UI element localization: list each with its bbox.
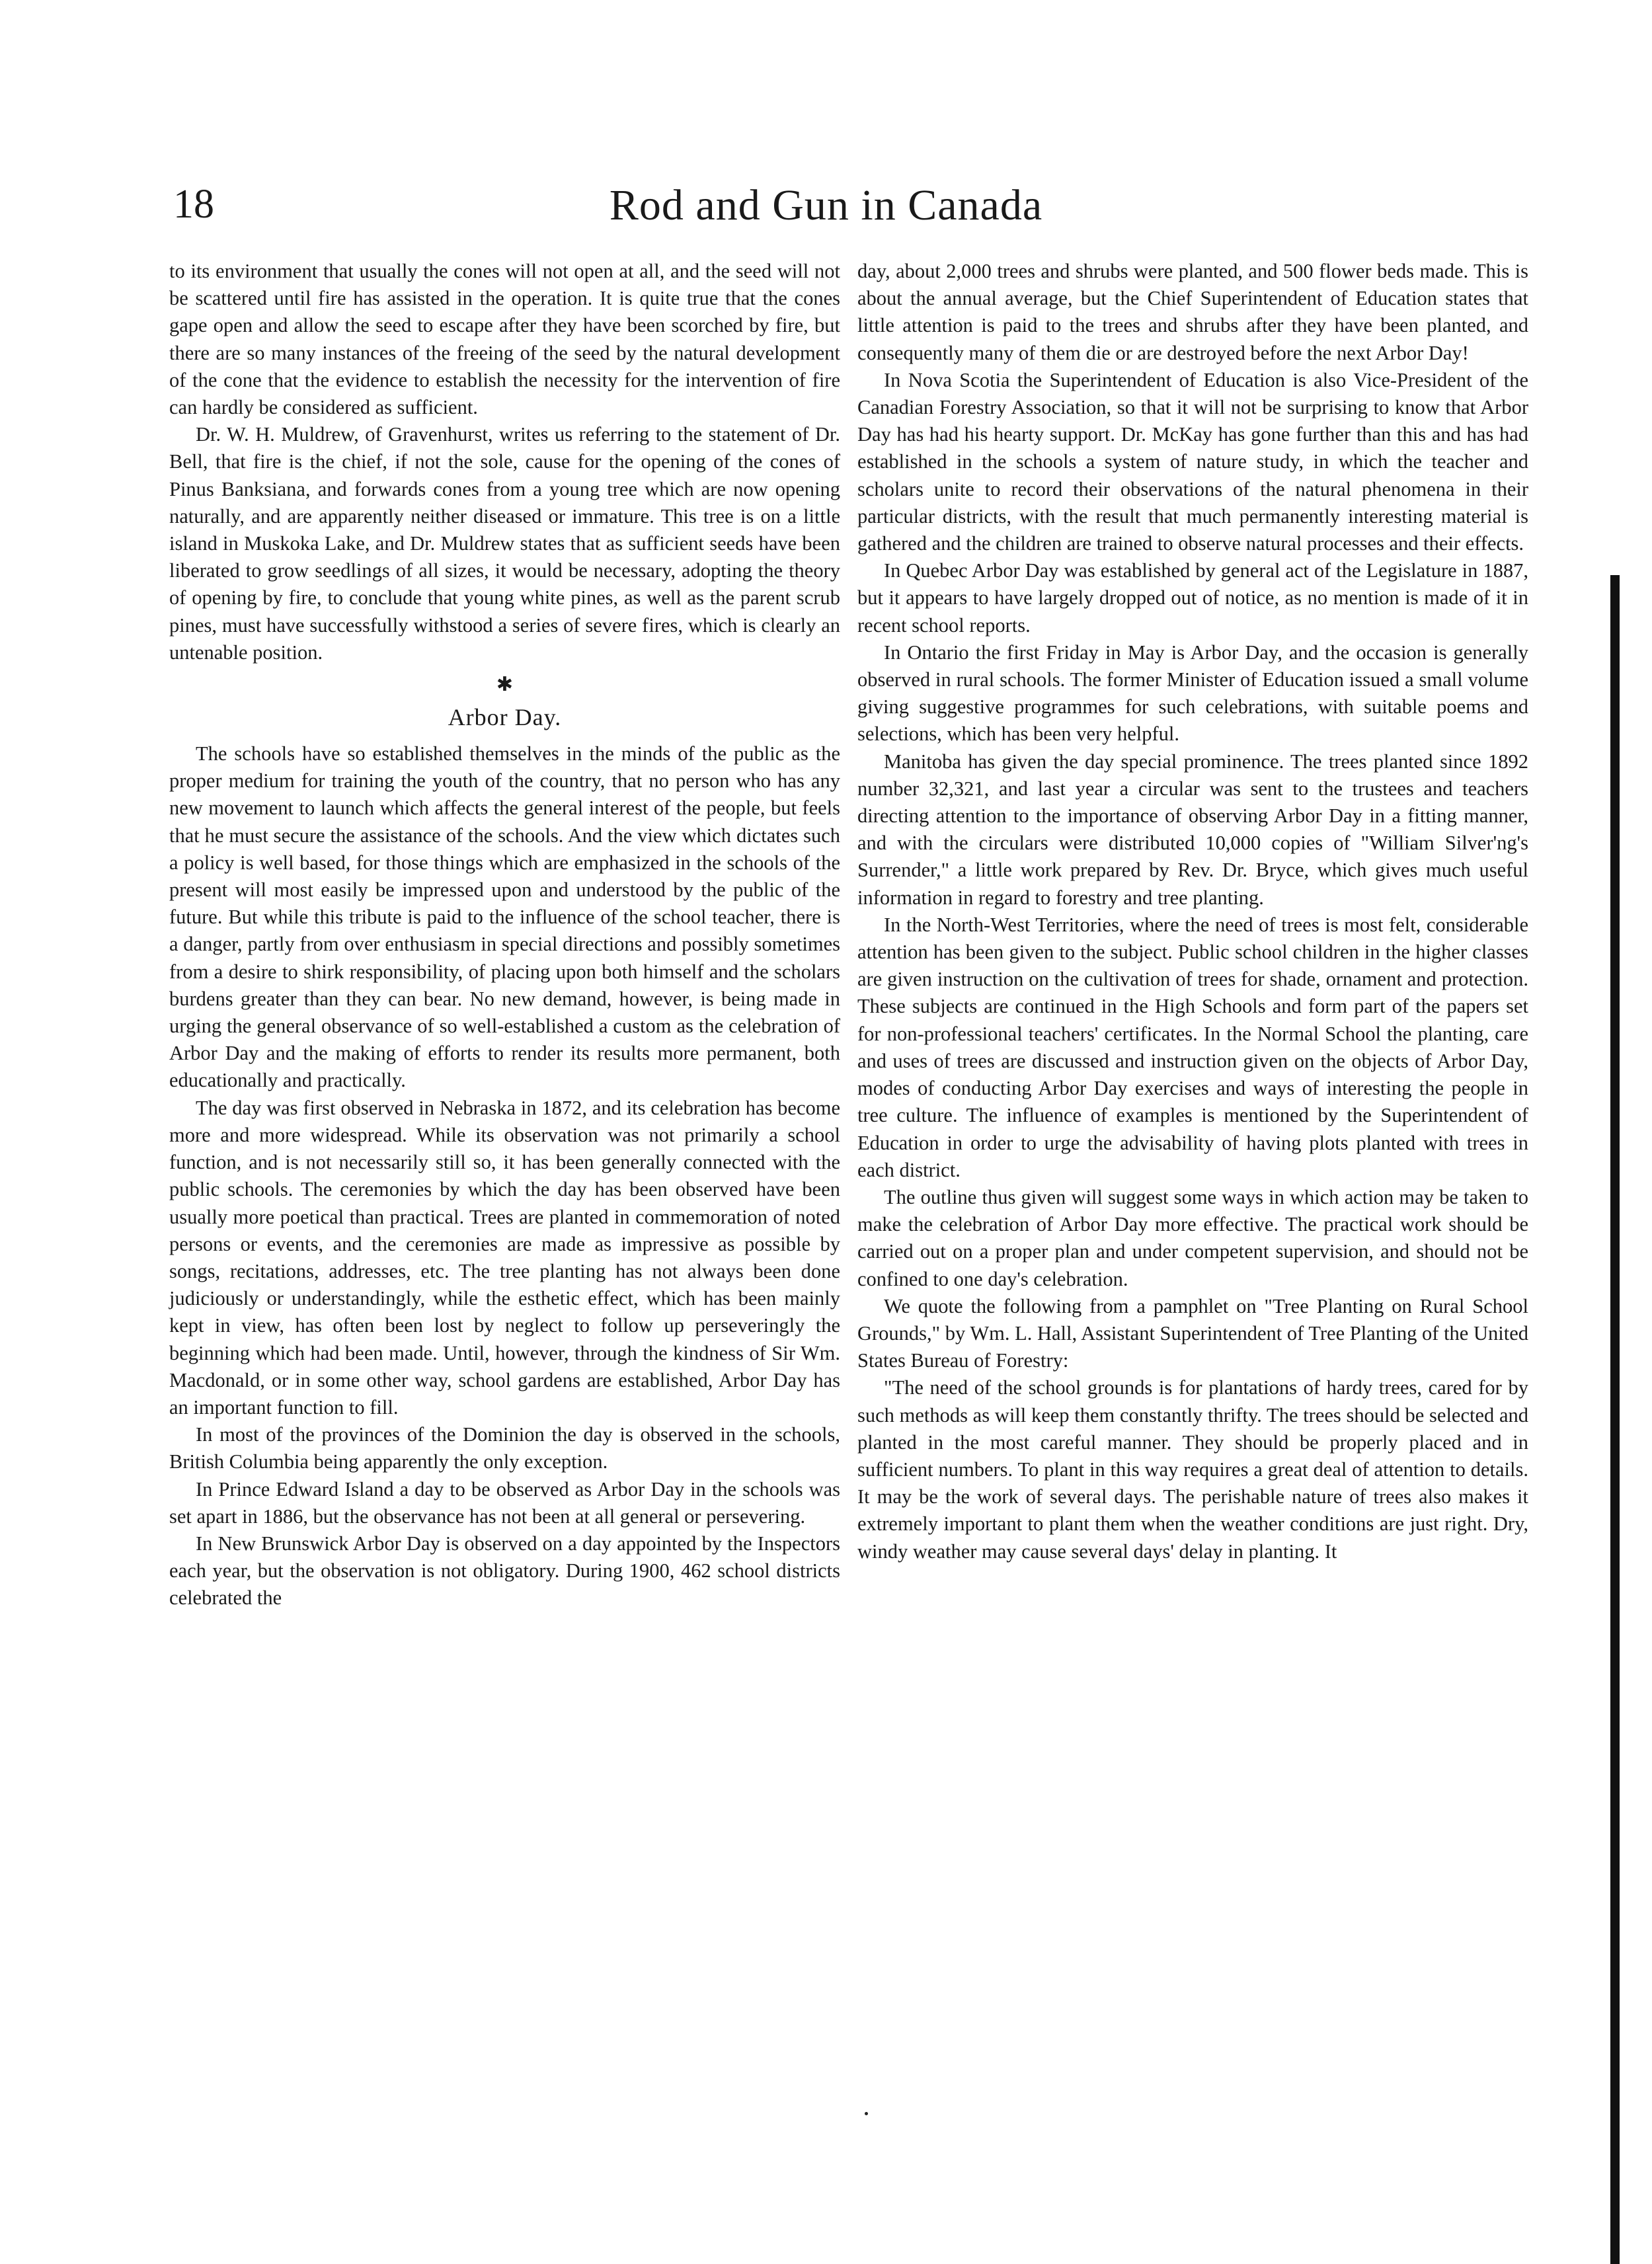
page-number: 18	[173, 182, 214, 227]
paragraph: In Ontario the first Friday in May is Arbor Day, and the occasion is generally observed in rural schools. The former Minister of Education issued a small volume giving suggestive programmes for such celebrations, with suitable poems and selections, which has been very helpful.	[857, 641, 1528, 746]
paragraph: In Quebec Arbor Day was established by general act of the Legislature in 1887, but it appears to have largely dropped out of notice, as no mention is made of it in recent school reports.	[857, 559, 1528, 637]
paragraph: The schools have so established themselves in the minds of the public as the proper medium for training the youth of the country, that no person who has any new movement to launch which affects the general interest of the people, but feels that he must secure the assistance of the schools. And the view which dictates such a policy is well based, for those things which are emphasized in the schools of the present will most easily be impressed upon and understood by the public of the future. But while this tribute is paid to the influence of the school teacher, there is a danger, partly from over enthusiasm in special directions and possibly sometimes from a desire to shirk responsibility, of placing upon both himself and the scholars burdens greater than they can bear. No new demand, however, is being made in urging the general observance of so well-established a custom as the celebration of Arbor Day and the making of efforts to render its results more permanent, both educationally and practically.	[169, 742, 840, 1092]
section-ornament: ✱	[496, 674, 514, 696]
paragraph: "The need of the school grounds is for plantations of hardy trees, cared for by such methods as will keep them constantly thrifty. The trees should be selected and planted in the most careful manner. They should be properly placed and in sufficient numbers. To plant in this way requires a great deal of attention to details. It may be the work of several days. The perishable nature of trees also makes it extremely important to plant them when the weather conditions are just right. Dry, windy weather may cause several days' delay in planting. It	[857, 1376, 1528, 1563]
page-edge-rule	[1610, 575, 1620, 2264]
paragraph: In the North-West Territories, where the need of trees is most felt, considerable attention has been given to the subject. Public school children in the higher classes are given instruction on the cultivation of trees for shade, ornament and protection. These subjects are continued in the High Schools and form part of the papers set for non-professional teachers' certificates. In the Normal School the planting, care and uses of trees are discussed and instruction given on the objects of Arbor Day, modes of conducting Arbor Day exercises and ways of interesting the people in tree culture. The influence of examples is mentioned by the Superintendent of Education in order to urge the advisability of having plots planted with trees in each district.	[857, 913, 1528, 1181]
ink-speck	[865, 2112, 868, 2115]
paragraph: In Prince Edward Island a day to be observed as Arbor Day in the schools was set apart in 1886, but the observance has not been at all general or persevering.	[169, 1477, 840, 1528]
section-title: Arbor Day.	[448, 704, 562, 731]
left-column	[169, 258, 840, 1612]
right-column	[857, 258, 1528, 1565]
paragraph: The outline thus given will suggest some ways in which action may be taken to make the celebration of Arbor Day more effective. The practical work should be carried out on a proper plan and under competent supervision, and should not be confined to one day's celebration.	[857, 1185, 1528, 1290]
paragraph: The day was first observed in Nebraska in 1872, and its celebration has become more and more widespread. While its observation was not primarily a school function, and is not necessarily still so, it has been generally connected with the public schools. The ceremonies by which the day has been observed have been usually more poetical than practical. Trees are planted in commemoration of noted persons or events, and the ceremonies are made as impressive as possible by songs, recitations, addresses, etc. The tree planting has not always been done judiciously or understandingly, while the esthetic effect, which has been mainly kept in view, has often been lost by neglect to follow up perseveringly the beginning which had been made. Until, however, through the kindness of Sir Wm. Macdonald, or in some other way, school gardens are established, Arbor Day has an important function to fill.	[169, 1096, 840, 1419]
running-title: Rod and Gun in Canada	[609, 181, 1043, 229]
paragraph: In New Brunswick Arbor Day is observed on a day appointed by the Inspectors each year, but the observation is not obligatory. During 1900, 462 school districts celebrated the	[169, 1532, 840, 1610]
paragraph: day, about 2,000 trees and shrubs were planted, and 500 flower beds made. This is about the annual average, but the Chief Superintendent of Education states that little attention is paid to the trees and shrubs after they have been planted, and consequently many of them die or are destroyed before the next Arbor Day!	[857, 260, 1528, 364]
paragraph: In most of the provinces of the Dominion the day is observed in the schools, British Columbia being apparently the only exception.	[169, 1423, 840, 1473]
paragraph: In Nova Scotia the Superintendent of Education is also Vice-President of the Canadian Forestry Association, so that it will not be surprising to know that Arbor Day has had his hearty support. Dr. McKay has gone further than this and has had established in the schools a system of nature study, in which the teacher and scholars unite to record their observations of the natural phenomena in their particular districts, with the result that much permanently interesting material is gathered and the children are trained to observe natural processes and their effects.	[857, 368, 1528, 555]
paragraph: Manitoba has given the day special prominence. The trees planted since 1892 number 32,321, and last year a circular was sent to the trustees and teachers directing attention to the importance of observing Arbor Day in a fitting manner, and with the circulars were distributed 10,000 copies of "William Silver'ng's Surrender," a little work prepared by Rev. Dr. Bryce, which gives much useful information in regard to forestry and tree planting.	[857, 750, 1528, 909]
paragraph: to its environment that usually the cones will not open at all, and the seed will not be scattered until fire has assisted in the operation. It is quite true that the cones gape open and allow the seed to escape after they have been scorched by fire, but there are so many instances of the freeing of the seed by the natural development of the cone that the evidence to establish the necessity for the intervention of fire can hardly be considered as sufficient.	[169, 260, 840, 419]
paragraph: We quote the following from a pamphlet on "Tree Planting on Rural School Grounds," by Wm. L. Hall, Assistant Superintendent of Tree Planting of the United States Bureau of Forestry:	[857, 1294, 1528, 1372]
paragraph: Dr. W. H. Muldrew, of Gravenhurst, writes us referring to the statement of Dr. Bell, that fire is the chief, if not the sole, cause for the opening of the cones of Pinus Banksiana, and forwards cones from a young tree which are now opening naturally, and are apparently neither diseased or immature. This tree is on a little island in Muskoka Lake, and Dr. Muldrew states that as sufficient seeds have been liberated to grow seedlings of all sizes, it would be necessary, adopting the theory of opening by fire, to conclude that young white pines, as well as the parent scrub pines, must have successfully withstood a series of severe fires, which is clearly an untenable position.	[169, 423, 840, 664]
